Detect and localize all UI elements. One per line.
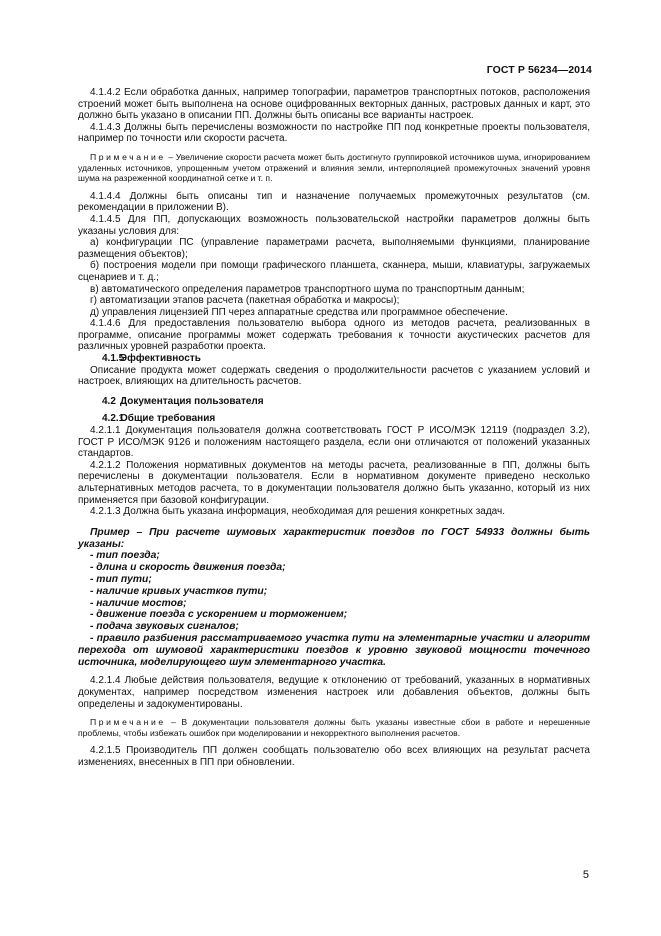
note-text: – Увеличение скорости расчета может быть достигнуто группировкой источников шума, игнорированием удаленных источников, упрощенным учетом отражений и влияния земли, интерполяцией промежуточных значений уровня шума на разреженной координатной сетке и т. п.	[78, 151, 590, 184]
clause-4-2-1-5: 4.2.1.5 Производитель ПП должен сообщать пользователю обо всех влияющих на результат расчета изменениях, внесенных в ПП при обновлении.	[78, 745, 590, 768]
list-item-b: б) построения модели при помощи графического планшета, сканнера, мыши, клавиатуры, загружаемых сценариев и т. д.;	[78, 260, 590, 283]
example-item: - тип пути;	[90, 573, 152, 585]
clause-4-1-4-3: 4.1.4.3 Должны быть перечислены возможности по настройке ПП под конкретные проекты пользователя, например по точности или скорости расчета.	[78, 121, 590, 145]
standard-id-header: ГОСТ Р 56234—2014	[486, 64, 592, 76]
clause-4-1-4-5: 4.1.4.5 Для ПП, допускающих возможность пользовательской настройки параметров должны быть указаны условия для:	[78, 213, 590, 237]
heading-4-2	[78, 396, 590, 408]
clause-4-1-4-2: 4.1.4.2 Если обработка данных, например топографии, параметров транспортных потоков, расположения строений может быть выполнена на основе оцифрованных векторных данных, растровых данных и карт, это должно быть указано в описании ПП. Должны быть описаны все варианты настроек.	[78, 87, 590, 122]
note-2	[78, 717, 590, 738]
clause-4-2-1-4: 4.2.1.4 Любые действия пользователя, ведущие к отклонению от требований, указанных в нормативных документах, например посредством изменения настроек или добавления объектов, должны быть определены и задокументированы.	[78, 675, 590, 710]
clause-4-1-4-6: 4.1.4.6 Для предоставления пользователю выбора одного из методов расчета, реализованных в программе, описание программы может содержать требования к точности акустических расчетов для различных уровней разработки проекта.	[78, 318, 590, 353]
note-1	[78, 152, 590, 184]
heading-title: Общие требования	[120, 413, 216, 425]
heading-4-2-1	[78, 413, 590, 425]
example-intro: Пример – При расчете шумовых характеристик поездов по ГОСТ 54933 должны быть указаны:	[78, 526, 590, 550]
clause-4-2-1-1: 4.2.1.1 Документация пользователя должна соответствовать ГОСТ Р ИСО/МЭК 12119 (подраздел 3.2), ГОСТ Р ИСО/МЭК 9126 и положениям настоящего раздела, если они отличаются от положений указанных стандартов.	[78, 425, 590, 460]
note-label: Примечание	[90, 717, 166, 728]
example-item: - наличие мостов;	[90, 597, 187, 609]
list-item-a: а) конфигурации ПС (управление параметрами расчета, выполняемыми функциями, планирование размещения объектов);	[78, 237, 590, 260]
heading-number: 4.2.1	[102, 413, 125, 425]
clause-4-1-4-4: 4.1.4.4 Должны быть описаны тип и назначение получаемых промежуточных результатов (см. рекомендации в приложении В).	[78, 190, 590, 214]
note-text: – В документации пользователя должны быть указаны известные сбои в работе и нерешенные проблемы, чтобы избежать ошибок при моделировании и некорректного выполнения расчетов.	[78, 717, 590, 738]
clause-4-2-1-2: 4.2.1.2 Положения нормативных документов на методы расчета, реализованные в ПП, должны быть перечислены в документации пользователя. Если в нормативном документе приведено несколько альтернативных методов расчета, то в документации пользователя должно быть указанно, который из них применяется при базовой конфигурации.	[78, 459, 590, 506]
heading-title: Эффективность	[120, 353, 201, 365]
example-item: - движение поезда с ускорением и торможением;	[90, 609, 348, 621]
heading-title: Документация пользователя	[120, 395, 264, 407]
page-number: 5	[582, 869, 589, 881]
list-item-g: г) автоматизации этапов расчета (пакетная обработка и макросы);	[90, 295, 400, 307]
example-item: - наличие кривых участков пути;	[90, 585, 268, 597]
clause-4-1-5-text: Описание продукта может содержать сведения о продолжительности расчетов с указанием условий и настроек, влияющих на длительность расчетов.	[78, 364, 590, 388]
heading-4-1-5	[78, 353, 590, 365]
example-item: - длина и скорость движения поезда;	[90, 562, 286, 574]
heading-number: 4.1.5	[102, 353, 125, 365]
note-label: Примечание	[90, 151, 166, 162]
example-item: - подача звуковых сигналов;	[90, 621, 239, 633]
example-item: - правило разбиения рассматриваемого участка пути на элементарные участки и алгоритм перехода от шумовой характеристики поездов к уровню звуковой мощности точечного источника, моделирующего шум элементарного участка.	[78, 632, 590, 668]
list-item-v: в) автоматического определения параметров транспортного шума по транспортным данным;	[90, 283, 525, 295]
list-item-d: д) управления лицензией ПП через аппаратные средства или программное обеспечение.	[90, 306, 508, 318]
heading-number: 4.2	[102, 395, 116, 407]
example-item: - тип поезда;	[90, 550, 160, 562]
clause-4-2-1-3: 4.2.1.3 Должна быть указана информация, необходимая для решения конкретных задач.	[90, 506, 505, 518]
document-body	[78, 87, 590, 769]
